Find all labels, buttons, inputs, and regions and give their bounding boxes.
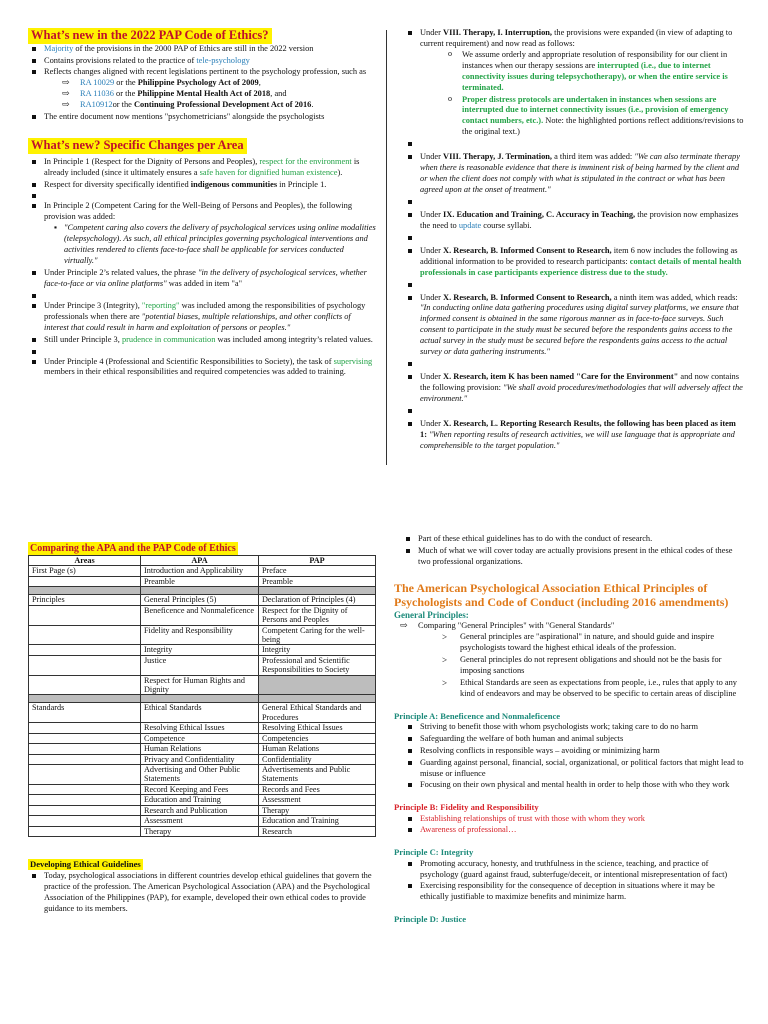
spacer (404, 139, 744, 151)
table-cell (29, 754, 141, 764)
table-row (29, 816, 376, 826)
list-item: Awareness of professional… (404, 825, 744, 836)
table-cell: Human Relations (141, 744, 259, 754)
list-item: o We assume orderly and appropriate resolution of responsibility for our client in instances when our therapy sessions are interrupted (i.e., due to internet connectivity issues during telepsychotherapy), or when the entire service is terminated. (448, 50, 744, 94)
therapy-research-section (404, 28, 744, 453)
list-item: Under X. Research, B. Informed Consent to Research, a ninth item was added, which reads: "In conducting online data gathering procedures using digital survey platforms, we ensure that informed consent is obtained in the same rigorous manner as in face-to-face surveys. Such consent to participate in the study must be secured before the respondents gains access to the actual survey in the study must be secured before the respondents gains access to the actual survey or data gathering instruments." (404, 293, 744, 359)
table-cell: General Ethical Standards and Procedures (259, 703, 376, 723)
list-item: Today, psychological associations in different countries develop ethical guidelines that govern the practice of the profession. The American Psychological Association (APA) and the Psychological Association of the Philippines (PAP), for example, developed their own ethical codes to provide guidance to its members. (28, 871, 376, 915)
table-cell (29, 605, 141, 625)
table-cell: Integrity (141, 645, 259, 655)
table-cell (29, 733, 141, 743)
table-cell: Competence (141, 733, 259, 743)
list-item: Under X. Research, L. Reporting Research Results, the following has been placed as item 1: "When reporting results of research activities, we will use language that is appropriate and comprehensible to the target population." (404, 419, 744, 452)
table-cell (29, 723, 141, 733)
table-cell: Respect for the Dignity of Persons and Peoples (259, 605, 376, 625)
list-item: In Principle 2 (Competent Caring for the Well-Being of Persons and Peoples), the following provision was added: ▪ "Competent caring also covers the delivery of psychological services using online modalities (telepsychology). As such, all ethical principles governing psychological interventions and activities rendered to clients face-to-face shall be applicable for services conducted virtually." (28, 201, 376, 267)
list-item: ⇨ RA 11036 or the Philippine Mental Health Act of 2018, and (62, 89, 376, 100)
table-cell: Respect for Human Rights and Dignity (141, 675, 259, 695)
column-header: PAP (259, 556, 376, 566)
developing-guidelines-title: Developing Ethical Guidelines (30, 858, 141, 869)
table-row (29, 675, 376, 695)
list-item: Much of what we will cover today are actually provisions present in the ethical codes of these two professional organizations. (402, 546, 744, 568)
spacer (404, 359, 744, 371)
column-divider (386, 30, 387, 465)
table-row (29, 765, 376, 785)
list-item: Under IX. Education and Training, C. Accuracy in Teaching, the provision now emphasizes the need to update course syllabi. (404, 210, 744, 232)
column-header: APA (141, 556, 259, 566)
list-item: Safeguarding the welfare of both human and animal subjects (404, 734, 744, 745)
table-row (29, 625, 376, 645)
table-cell: Competent Caring for the well-being (259, 625, 376, 645)
table-cell: Research and Publication (141, 805, 259, 815)
table-header-row (29, 556, 376, 566)
table-cell: Declaration of Principles (4) (259, 595, 376, 605)
list-item: Respect for diversity specifically identified indigenous communities in Principle 1. (28, 180, 376, 191)
table-cell: Principles (29, 595, 141, 605)
table-row (29, 795, 376, 805)
table-row (29, 723, 376, 733)
table-cell (259, 675, 376, 695)
changes-list-continued (404, 28, 744, 452)
table-cell (29, 816, 141, 826)
list-item: The entire document now mentions "psychometricians" alongside the psychologists (28, 112, 376, 123)
table-cell (29, 805, 141, 815)
table-row (29, 703, 376, 723)
list-item: Exercising responsibility for the consequence of deception in situations where it may be ethically justifiable to maximize benefits and minimize harm. (404, 881, 744, 903)
principle-a-heading: Principle A: Beneficence and Nonmaleficence (394, 710, 561, 721)
table-row (29, 655, 376, 675)
table-separator (29, 587, 376, 595)
principles-vs-standards-list (442, 632, 744, 700)
comparing-list (400, 621, 744, 699)
specific-changes-list (28, 157, 376, 379)
quote-block: ▪ "Competent caring also covers the delivery of psychological services using online modalities (telepsychology). As such, all ethical principles governing psychological interventions and activities rendered to clients face-to-face shall be applicable for services conducted virtually." (54, 223, 376, 266)
table-cell: Confidentiality (259, 754, 376, 764)
table-cell (29, 826, 141, 836)
table-cell: Record Keeping and Fees (141, 784, 259, 794)
list-item: Under VIII. Therapy, I. Interruption, the provisions were expanded (in view of adapting to current requirement) and now read as follows: o We assume orderly and appropriate resolution of responsibility for our client in instances when our therapy sessions are interrupted (i.e., due to internet connectivity issues during telepsychotherapy), or when the entire service is terminated. o Proper distress protocols are undertaken in instances when sessions are interrupted due to internet connectivity issues (i.e., provision of emergency contact numbers, etc.). Note: the highlighted portions reflect additions/revisions to the original text.) (404, 28, 744, 138)
table-cell: Competencies (259, 733, 376, 743)
table-cell: Human Relations (259, 744, 376, 754)
table-row (29, 754, 376, 764)
column-header: Areas (29, 556, 141, 566)
whats-new-title: What’s new in the 2022 PAP Code of Ethics? (28, 28, 272, 44)
table-separator (29, 695, 376, 703)
principle-a-list (404, 722, 744, 792)
principle-c-heading: Principle C: Integrity (394, 847, 474, 858)
table-cell: Beneficence and Nonmaleficence (141, 605, 259, 625)
table-cell (29, 645, 141, 655)
principle-c-list (404, 859, 744, 904)
table-cell: First Page (s) (29, 566, 141, 576)
general-principles-heading: General Principles: (394, 609, 469, 620)
table-cell: Resolving Ethical Issues (259, 723, 376, 733)
table-cell: Resolving Ethical Issues (141, 723, 259, 733)
table-cell: Privacy and Confidentiality (141, 754, 259, 764)
principle-d-heading: Principle D: Justice (394, 914, 467, 925)
list-item: Reflects changes aligned with recent legislations pertinent to the psychology profession, such as ⇨ RA 10029 or the Philippine Psychology Act of 2009, ⇨ RA 11036 or the Philippine Mental Health Act of 2018, and ⇨ RA10912or the Continuing Professional Development Act of 2016. (28, 67, 376, 111)
developing-guidelines-list (28, 871, 376, 915)
list-item: Contains provisions related to the practice of tele-psychology (28, 56, 376, 67)
table-row (29, 733, 376, 743)
table-cell: Research (259, 826, 376, 836)
table-row (29, 576, 376, 586)
table-cell: Therapy (259, 805, 376, 815)
apa-principles-section (394, 534, 744, 925)
list-item: ⇨ RA 10029 or the Philippine Psychology Act of 2009, (62, 78, 376, 89)
specific-changes-title: What’s new? Specific Changes per Area (28, 138, 247, 154)
table-row (29, 605, 376, 625)
list-item: Under Principe 3 (Integrity), "reporting" was included among the responsibilities of psychology professionals when there are "potential biases, multiple relationships, and other conflicts of interest that could result in harm and exploitation of persons or peoples." (28, 301, 376, 334)
list-item: Majority of the provisions in the 2000 PAP of Ethics are still in the 2022 version (28, 44, 376, 55)
table-cell: Therapy (141, 826, 259, 836)
table-cell (29, 795, 141, 805)
table-cell: Preamble (141, 576, 259, 586)
list-item: Establishing relationships of trust with those with whom they work (404, 814, 744, 825)
spacer (28, 191, 376, 200)
comparison-table (28, 555, 376, 837)
table-cell: Standards (29, 703, 141, 723)
table-cell: Assessment (141, 816, 259, 826)
principle-b-heading: Principle B: Fidelity and Responsibility (394, 802, 539, 813)
list-item: Promoting accuracy, honesty, and truthfulness in the science, teaching, and practice of psychology (guard against fraud, subterfuge/deceit, or intentional misrepresentation of fact) (404, 859, 744, 881)
list-item: Resolving conflicts in responsible ways – avoiding or minimizing harm (404, 746, 744, 757)
table-cell: Professional and Scientific Responsibilities to Society (259, 655, 376, 675)
table-cell (29, 576, 141, 586)
table-row (29, 826, 376, 836)
table-row (29, 645, 376, 655)
table-cell (29, 765, 141, 785)
table-cell (29, 625, 141, 645)
list-item: Striving to benefit those with whom psychologists work; taking care to do no harm (404, 722, 744, 733)
table-cell: Advertising and Other Public Statements (141, 765, 259, 785)
list-item: Under X. Research, item K has been named "Care for the Environment" and now contains the following provision: "We shall avoid procedures/methodologies that will adversely affect the environment." (404, 372, 744, 405)
table-cell (29, 655, 141, 675)
list-item: Under Principle 4 (Professional and Scientific Responsibilities to Society), the task of supervising members in their ethical responsibilities and required competencies was added to training. (28, 357, 376, 379)
list-item: > Ethical Standards are seen as expectations from people, i.e., rules that apply to any kind of endeavors and may be observed to be specific to certain areas of discipline (442, 678, 744, 700)
list-item: ⇨ Comparing "General Principles" with "General Standards" > General principles are "aspirational" in nature, and should guide and inspire psychologists toward the highest ethical ideals of the profession. > General principles do not represent obligations and should not be the basis for imposing sanctions > Ethical Standards are seen as expectations from people, i.e., rules that apply to any kind of endeavors and may be observed to be specific to certain areas of discipline (400, 621, 744, 699)
list-item: Part of these ethical guidelines has to do with the conduct of research. (402, 534, 744, 545)
list-item: > General principles are "aspirational" in nature, and should guide and inspire psychologists toward the highest ethical ideals of the profession. (442, 632, 744, 654)
comparison-section (28, 542, 376, 916)
table-cell: Justice (141, 655, 259, 675)
table-cell (29, 744, 141, 754)
list-item: Guarding against personal, financial, social, organizational, or political factors that might lead to misuse or influence (404, 758, 744, 780)
principle-b-list (404, 814, 744, 837)
table-cell (29, 784, 141, 794)
spacer (28, 291, 376, 300)
table-cell: Preface (259, 566, 376, 576)
legislation-list (62, 78, 376, 111)
table-row (29, 744, 376, 754)
table-cell: Advertisements and Public Statements (259, 765, 376, 785)
list-item: Still under Principle 3, prudence in communication was included among integrity’s related values. (28, 335, 376, 346)
table-cell: Education and Training (141, 795, 259, 805)
whats-new-list (28, 44, 376, 123)
spacer (404, 406, 744, 418)
whats-new-section (28, 28, 376, 379)
table-cell: Preamble (259, 576, 376, 586)
table-cell: General Principles (5) (141, 595, 259, 605)
table-cell (29, 675, 141, 695)
table-row (29, 566, 376, 576)
interruption-sublist (448, 50, 744, 138)
table-row (29, 784, 376, 794)
table-row (29, 805, 376, 815)
list-item: Under Principle 2’s related values, the phrase "in the delivery of psychological services, whether face-to-face or via online platforms" was added in item "a" (28, 268, 376, 290)
list-item: ⇨ RA10912or the Continuing Professional Development Act of 2016. (62, 100, 376, 111)
list-item: Under VIII. Therapy, J. Termination, a third item was added: "We can also terminate therapy when there is reasonable evidence that there is imminent risk of being harmed by the client and or when the client does not comply with what is stipulated in the contract or what has been agreed upon at the onset of treatment." (404, 152, 744, 196)
intro-list (402, 534, 744, 568)
list-item: Under X. Research, B. Informed Consent to Research, item 6 now includes the following as additional information to be provided to research participants: contact details of mental health professionals in case participants experience distress due to the study. (404, 246, 744, 279)
table-cell: Fidelity and Responsibility (141, 625, 259, 645)
table-cell: Education and Training (259, 816, 376, 826)
table-cell: Integrity (259, 645, 376, 655)
table-cell: Assessment (259, 795, 376, 805)
table-cell: Records and Fees (259, 784, 376, 794)
spacer (28, 347, 376, 356)
list-item: > General principles do not represent obligations and should not be the basis for imposing sanctions (442, 655, 744, 677)
table-cell: Ethical Standards (141, 703, 259, 723)
table-cell: Introduction and Applicability (141, 566, 259, 576)
list-item: Focusing on their own physical and mental health in order to help those with who they work (404, 780, 744, 791)
spacer (404, 197, 744, 209)
table-row (29, 595, 376, 605)
spacer (404, 280, 744, 292)
spacer (404, 233, 744, 245)
comparison-title: Comparing the APA and the PAP Code of Ethics (30, 543, 236, 554)
list-item: In Principle 1 (Respect for the Dignity of Persons and Peoples), respect for the environment is already included (since it ultimately ensures a safe haven for dignified human existence). (28, 157, 376, 179)
apa-title: The American Psychological Association Ethical Principles of Psychologists and Code of Conduct (including 2016 amendments) (394, 580, 729, 610)
list-item: o Proper distress protocols are undertaken in instances when sessions are interrupted due to internet connectivity issues (i.e., provision of emergency contact numbers, etc.). Note: the highlighted portions reflect additions/revisions to the original text.) (448, 95, 744, 139)
